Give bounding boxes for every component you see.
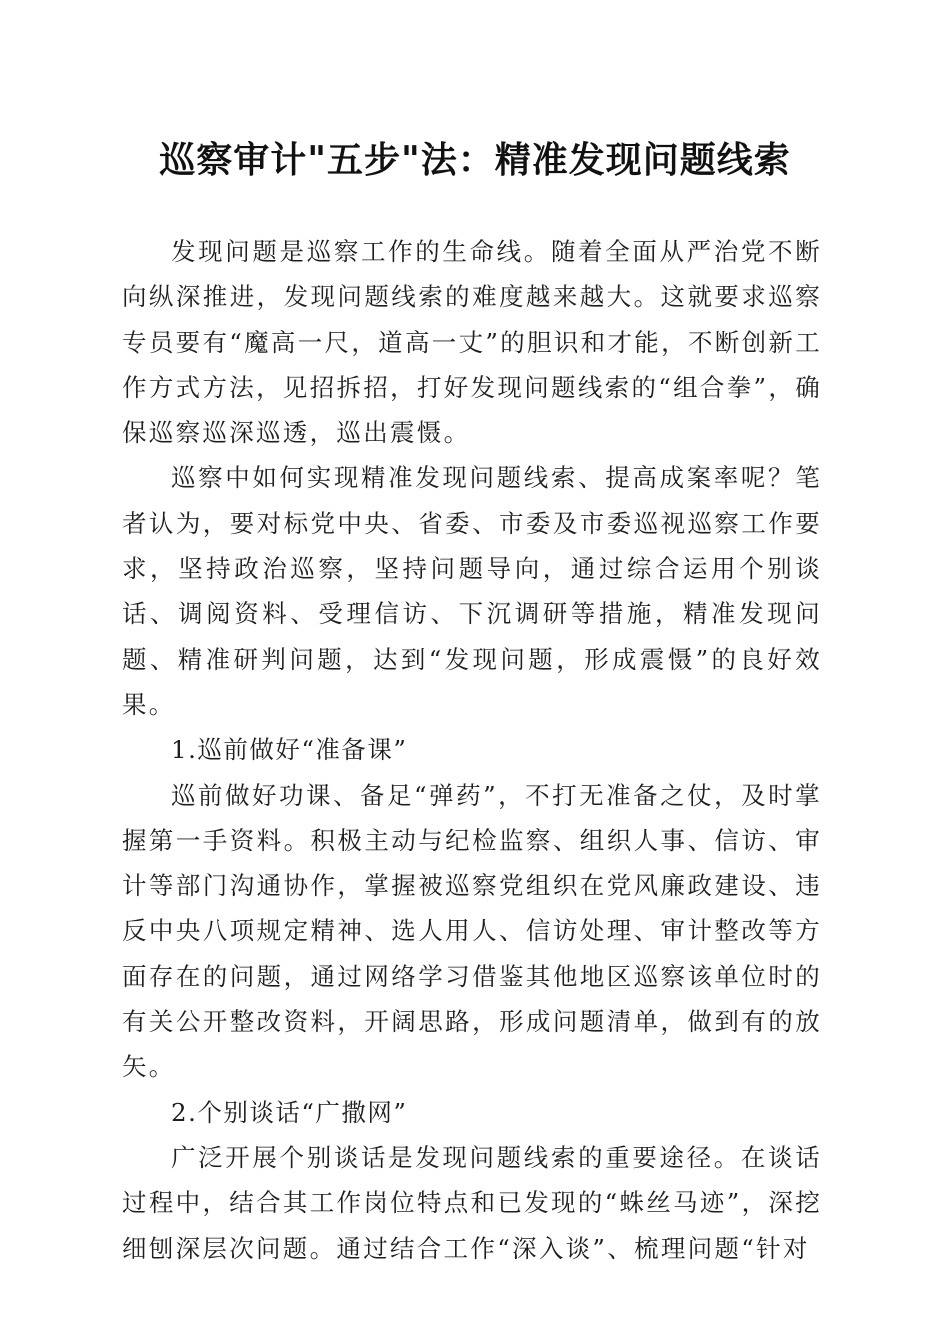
section-heading-2: 2.个别谈话“广撒网”: [171, 1097, 408, 1127]
paragraph-intro: 发现问题是巡察工作的生命线。随着全面从严治党不断向纵深推进，发现问题线索的难度越来越大。这就要求巡察专员要有“魔高一尺，道高一丈”的胆识和才能，不断创新工作方式方法，见招拆招，打好发现问题线索的“组合拳”，确保巡察巡深巡透，巡出震慑。: [122, 237, 822, 448]
paragraph-approach: 巡察中如何实现精准发现问题线索、提高成案率呢？笔者认为，要对标党中央、省委、市委及市委巡视巡察工作要求，坚持政治巡察，坚持问题导向，通过综合运用个别谈话、调阅资料、受理信访、下沉调研等措施，精准发现问题、精准研判问题，达到“发现问题，形成震慑”的良好效果。: [122, 463, 822, 719]
section-heading-1: 1.巡前做好“准备课”: [171, 735, 408, 765]
paragraph-section-1: 巡前做好功课、备足“弹药”，不打无准备之仗，及时掌握第一手资料。积极主动与纪检监察、组织人事、信访、审计等部门沟通协作，掌握被巡察党组织在党风廉政建设、违反中央八项规定精神、选人用人、信访处理、审计整改等方面存在的问题，通过网络学习借鉴其他地区巡察该单位时的有关公开整改资料，开阔思路，形成问题清单，做到有的放矢。: [122, 780, 822, 1082]
document-body: [122, 229, 822, 1271]
document-title: 巡察审计"五步"法：精准发现问题线索: [159, 139, 791, 181]
paragraph-section-2: 广泛开展个别谈话是发现问题线索的重要途径。在谈话过程中，结合其工作岗位特点和已发现的“蛛丝马迹”，深挖细刨深层次问题。通过结合工作“深入谈”、梳理问题“针对: [122, 1142, 822, 1263]
